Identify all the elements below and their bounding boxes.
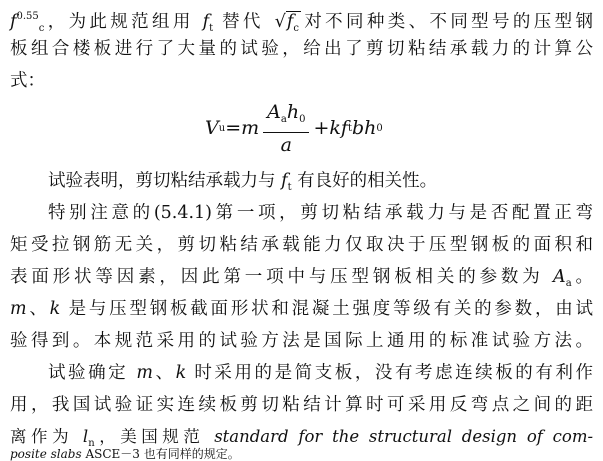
paragraph-line-10	[48, 358, 593, 388]
text-segment: 表面形状等因素，因此第一项中与压型钢板相关的参数为	[10, 267, 544, 287]
subscript: n	[88, 438, 95, 449]
subscript: a	[565, 278, 572, 289]
paragraph-line-7	[10, 262, 593, 292]
paragraph-line-13	[10, 448, 593, 461]
paragraph-line-6: 矩受拉钢筋无关，剪切粘结承载能力仅取决于压型钢板的面积和	[10, 235, 593, 255]
symbol-fc: f	[10, 12, 17, 32]
subscript: 0	[299, 113, 306, 125]
paragraph-line-1	[10, 2, 593, 32]
symbol-h: h	[286, 100, 300, 123]
symbol-ft: f	[281, 171, 288, 191]
paragraph-line-11: 用，我国试验证实连续板剪切粘结计算时可采用反弯点之间的距	[10, 395, 593, 415]
symbol-bh: bh	[351, 117, 377, 139]
symbol-m: m	[10, 299, 27, 319]
paragraph-line-5: 特别注意的(5.4.1)第一项，剪切粘结承载力与是否配置正弯	[48, 203, 593, 223]
plus-sign: +	[313, 117, 330, 139]
text-segment: 有良好的相关性。	[297, 171, 438, 191]
subscript: c	[38, 23, 45, 34]
text-segment: 试验确定	[48, 363, 129, 383]
symbol-Aa: A	[553, 267, 566, 287]
sqrt-sign: √	[274, 12, 286, 32]
exponent: 0.55	[16, 11, 39, 22]
text-segment: 时采用的是简支板，没有考虑连续板的有利作	[194, 363, 593, 383]
text-segment: 是与压型钢板截面形状和混凝土强度等级有关的参数，由试	[68, 299, 594, 319]
text-segment: 试验表明，剪切粘结承载力与	[48, 171, 276, 191]
equals-sign: =	[225, 117, 242, 139]
text-segment: 离作为	[10, 427, 74, 446]
text-segment: 替代	[222, 12, 264, 32]
subscript: u	[218, 122, 226, 134]
subscript: 0	[376, 122, 383, 134]
paragraph-line-9: 验得到。本规范采用的试验方法是国际上通用的标准试验方法。	[10, 331, 593, 351]
separator: 、	[152, 363, 176, 383]
symbol-k: k	[329, 117, 341, 139]
text-segment: 对不同种类、不同型号的压型钢	[300, 12, 593, 32]
separator: 、	[26, 299, 50, 319]
symbol-f: f	[340, 117, 348, 139]
subscript: t	[347, 122, 352, 134]
text-segment: ，为此规范组用	[44, 12, 194, 32]
symbol-fc: f	[286, 12, 294, 32]
text-segment: ，美国规范	[94, 427, 205, 446]
paragraph-line-2: 板组合楼板进行了大量的试验，给出了剪切粘结承载力的计算公	[10, 39, 593, 59]
symbol-k: k	[49, 299, 61, 319]
symbol-m: m	[136, 363, 153, 383]
fraction-numerator	[263, 100, 309, 133]
symbol-k: k	[175, 363, 187, 383]
symbol-ft: f	[202, 12, 210, 32]
subscript: c	[293, 23, 299, 34]
symbol-ln: l	[82, 427, 89, 446]
subscript: t	[209, 23, 214, 34]
reference-title: posite slabs	[10, 447, 82, 461]
symbol-V: V	[205, 117, 219, 139]
reference-title: standard for the structural design of com-	[214, 427, 594, 446]
paragraph-line-4	[48, 166, 593, 196]
subscript: t	[287, 182, 292, 193]
text-segment: ASCE－3 也有同样的规定。	[81, 447, 240, 461]
shear-bond-formula	[205, 96, 383, 160]
symbol-A: A	[267, 100, 281, 123]
paragraph-line-8	[10, 294, 593, 324]
subscript: a	[280, 113, 287, 125]
text-segment: 。	[571, 267, 594, 287]
paragraph-line-3: 式：	[10, 71, 45, 91]
symbol-m: m	[241, 117, 260, 139]
fraction	[263, 100, 309, 157]
fraction-denominator: a	[280, 133, 292, 156]
